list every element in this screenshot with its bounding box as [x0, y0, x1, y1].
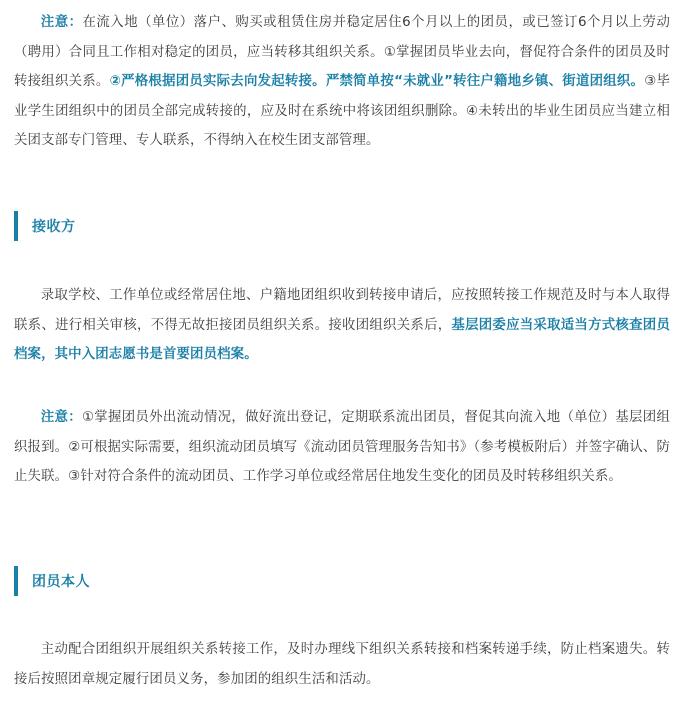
section-accent-bar — [14, 211, 18, 241]
section-title: 团员本人 — [32, 574, 90, 590]
highlight-text: 基层团委应当采取适当方式核查团员档案，其中入团志愿书是首要团员档案。 — [14, 317, 670, 362]
note-label: 注意： — [40, 410, 82, 425]
paragraph-note-mobile — [14, 403, 670, 492]
section-accent-bar — [14, 566, 18, 596]
paragraph-text: 在流入地（单位）落户、购买或租赁住房并稳定居住6个月以上的团员，或已签订6个月以上劳动（聘用）合同且工作相对稳定的团员，应当转移其组织关系。①掌握团员毕业去向，督促符合条件的团员及时转接组织关系。 — [14, 15, 670, 89]
paragraph-text: ③毕业学生团组织中的团员全部完成转接的，应及时在系统中将该团组织删除。④未转出的毕业生团员应当建立相关团支部专门管理、专人联系，不得纳入在校生团支部管理。 — [14, 74, 670, 148]
paragraph-text: ①掌握团员外出流动情况，做好流出登记，定期联系流出团员，督促其向流入地（单位）基层团组织报到。②可根据实际需要，组织流动团员填写《流动团员管理服务告知书》（参考模板附后）并签字确认、防止失联。③针对符合条件的流动团员、工作学习单位或经常居住地发生变化的团员及时转移组织关系。 — [14, 410, 670, 484]
paragraph-receiver — [14, 281, 670, 370]
section-header-receiver — [14, 211, 76, 241]
paragraph-member — [14, 635, 670, 694]
section-title: 接收方 — [32, 219, 76, 235]
paragraph-text: 录取学校、工作单位或经常居住地、户籍地团组织收到转接申请后，应按照转接工作规范及时与本人取得联系、进行相关审核，不得无故拒接团员组织关系。接收团组织关系后， — [14, 288, 670, 333]
paragraph-note-transfer — [14, 8, 670, 156]
section-header-member — [14, 566, 90, 596]
highlight-text: ②严格根据团员实际去向发起转接。严禁简单按“未就业”转往户籍地乡镇、街道团组织。 — [109, 74, 645, 89]
note-label: 注意： — [40, 15, 83, 30]
paragraph-text: 主动配合团组织开展组织关系转接工作，及时办理线下组织关系转接和档案转递手续，防止档案遗失。转接后按照团章规定履行团员义务，参加团的组织生活和活动。 — [14, 642, 670, 687]
